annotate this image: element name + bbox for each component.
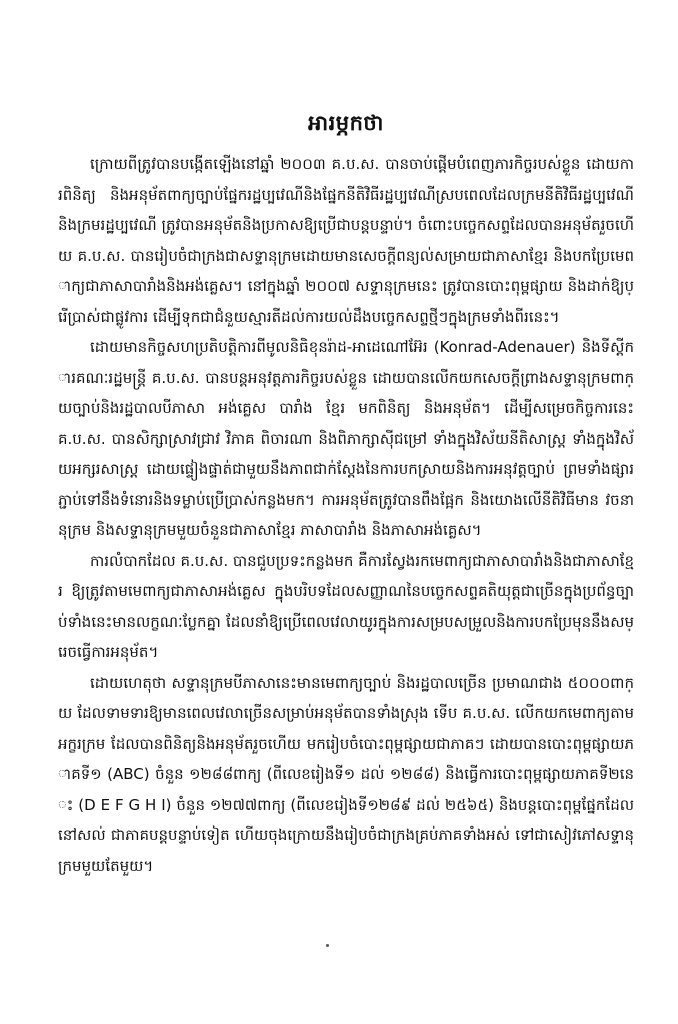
paragraph-1: ក្រោយពីត្រូវបានបង្កើតឡើងនៅឆ្នាំ ២០០៣ គ.ប.ស. បានចាប់ផ្តើមបំពេញភារកិច្ចរបស់ខ្លួន ដោយការពិនិត្យ និងអនុម័តពាក្យច្បាប់ផ្នែករដ្ឋប្បវេណីនិងផ្នែកនីតិវិធីរដ្ឋប្បវេណីស្របពេលដែលក្រមនីតិវិធីរដ្ឋប្បវេណីនិងក្រមរដ្ឋប្បវេណី ត្រូវបានអនុម័តនិងប្រកាសឱ្យប្រើជាបន្តបន្ទាប់។ ចំពោះបច្ចេកសព្ទដែលបានអនុម័តរួចហើយ គ.ប.ស. បានរៀបចំជាក្រងជាសទ្ទានុក្រមដោយមានសេចក្តីពន្យល់សម្រាយជាភាសាខ្មែរ និងបកប្រែមេពាក្យជាភាសាបារាំងនិងអង់គ្លេស។ នៅក្នុងឆ្នាំ ២០០៧ សទ្ទានុក្រមនេះ ត្រូវបានបោះពុម្ពផ្សាយ និងដាក់ឱ្យប្រើប្រាស់ជាផ្លូវការ ដើម្បីទុកជាជំនួយស្មារតីដល់ការយល់ដឹងបច្ចេកសព្ទថ្មីៗក្នុងក្រមទាំងពីរនេះ។ <box>58 155 634 326</box>
paragraph-4: ដោយហេតុថា សទ្ទានុក្រមបីភាសានេះមានមេពាក្យច្បាប់ និងរដ្ឋបាលច្រើន ប្រមាណជាង ៥០០០ពាក្យ ដែលទាមទារឱ្យមានពេលវេលាច្រើនសម្រាប់អនុម័តបានទាំងស្រុង ទើប គ.ប.ស. លើកយកមេពាក្យតាមអក្ខរក្រម ដែលបានពិនិត្យនិងអនុម័តរួចហើយ មករៀបចំបោះពុម្ពផ្សាយជាភាគៗ ដោយបានបោះពុម្ពផ្សាយភាគទី១ (ABC) ចំនួន ១២៨៨ពាក្យ (ពីលេខរៀងទី១ ដល់ ១២៨៨) និងធ្វើការបោះពុម្ពផ្សាយភាគទី២នេះ (D E F G H I) ចំនួន ១២៧៧ពាក្យ (ពីលេខរៀងទី១២៨៩ ដល់ ២៥៦៥) និងបន្តបោះពុម្ពផ្នែកដែលនៅសល់ ជាភាគបន្តបន្ទាប់ទៀត ហើយចុងក្រោយនឹងរៀបចំជាក្រងគ្រប់ភាគទាំងអស់ ទៅជាសៀវភៅសទ្ទានុក្រមមួយតែមួយ។ <box>58 673 634 875</box>
paragraph-3: ការលំបាកដែល គ.ប.ស. បានជួបប្រទះកន្លងមក គឺការស្វែងរកមេពាក្យជាភាសាបារាំងនិងជាភាសាខ្មែរ ឱ្យត្រូវតាមមេពាក្យជាភាសាអង់គ្លេស ក្នុងបរិបទដែលសញ្ញាណនៃបច្ចេកសព្ទគតិយុត្តជាច្រើនក្នុងប្រព័ន្ធច្បាប់ទាំងនេះមានលក្ខណៈប្លែកគ្នា ដែលនាំឱ្យប្រើពេលវេលាយូរក្នុងការសម្របសម្រួលនិងការបកប្រែមុននឹងសម្រេចធ្វើការអនុម័ត។ <box>58 551 635 661</box>
paragraph-2: ដោយមានកិច្ចសហប្រតិបត្តិការពីមូលនិធិខុនរ៉ាដ-អាដេណៅអ៊ែរ (Konrad-Adenauer) និងទីស្តីការគណៈរដ្ឋមន្ត្រី គ.ប.ស. បានបន្តអនុវត្តភារកិច្ចរបស់ខ្លួន ដោយបានលើកយកសេចក្តីព្រាងសទ្ទានុក្រមពាក្យច្បាប់និងរដ្ឋបាលបីភាសា អង់គ្លេស បារាំង ខ្មែរ មកពិនិត្យ និងអនុម័ត។ ដើម្បីសម្រេចកិច្ចការនេះ គ.ប.ស. បានសិក្សាស្រាវជ្រាវ វិភាគ ពិចារណា និងពិភាក្សាស៊ីជម្រៅ ទាំងក្នុងវិស័យនីតិសាស្ត្រ ទាំងក្នុងវិស័យអក្សរសាស្ត្រ ដោយផ្ទៀងផ្ទាត់ជាមួយនឹងភាពជាក់ស្តែងនៃការបកស្រាយនិងការអនុវត្តច្បាប់ ព្រមទាំងផ្សារភ្ជាប់ទៅនឹងទំនោរនិងទម្លាប់ប្រើប្រាស់កន្លងមក។ ការអនុម័តត្រូវបានពឹងផ្អែក និងយោងលើនីតិវិធីមាន វចនានុក្រម និងសទ្ទានុក្រមមួយចំនួនជាភាសាខ្មែរ ភាសាបារាំង និងភាសាអង់គ្លេស។ <box>58 338 634 539</box>
page-mark-dot <box>326 944 329 947</box>
page-title: អារម្ភកថា <box>308 111 384 135</box>
